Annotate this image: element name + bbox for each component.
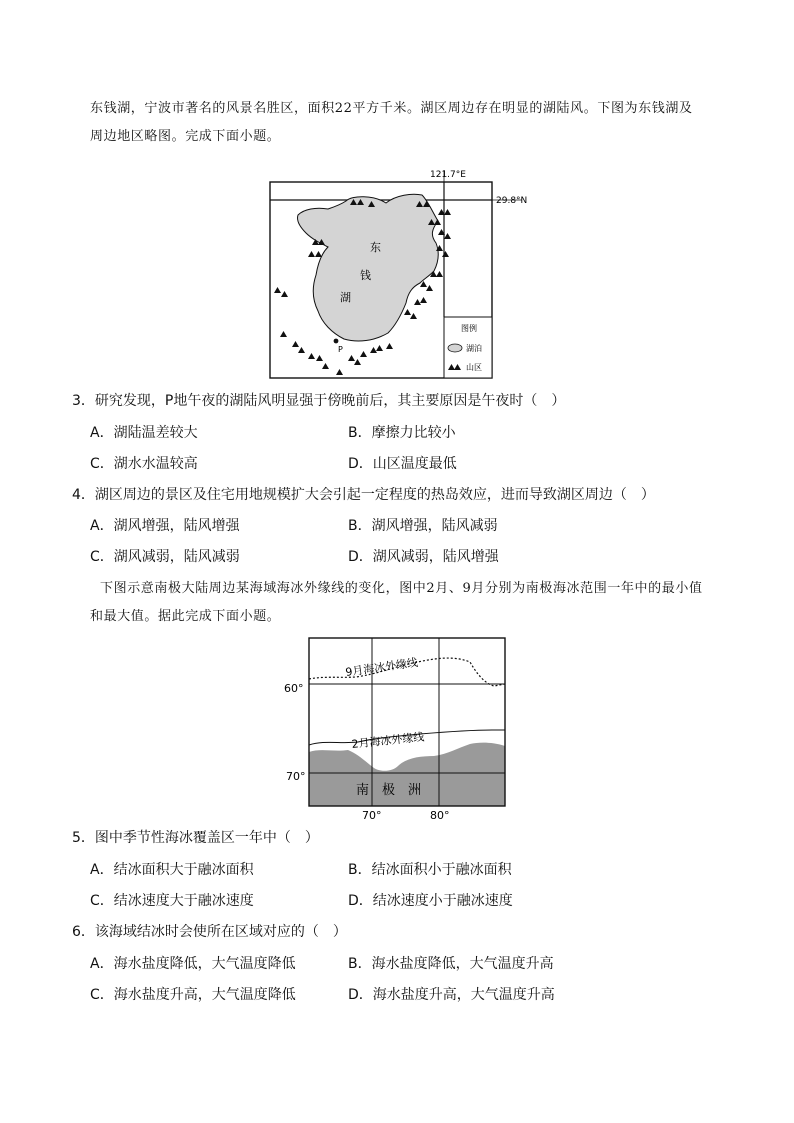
legend-mountain-label: 山区 [466,363,482,372]
q6-option-a: A．海水盐度降低，大气温度降低 [90,956,296,972]
intro2-line1: 下图示意南极大陆周边某海域海冰外缘线的变化，图中2月、9月分别为南极海冰范围一年中的最小值 [100,581,703,596]
lat-label: 29.8°N [496,196,528,206]
q4-option-b: B．湖风增强，陆风减弱 [348,518,498,534]
point-p [334,339,339,344]
intro1-line2: 周边地区略图。完成下面小题。 [90,129,281,144]
lon-70-label: 70° [362,809,382,822]
q4-option-a: A．湖风增强，陆风增强 [90,518,240,534]
q4-option-d: D．湖风减弱，陆风增强 [348,549,499,565]
intro-paragraph-2 [90,578,730,628]
intro-paragraph-1 [90,98,730,148]
lon-80-label: 80° [430,809,450,822]
legend-title: 图例 [461,324,477,333]
feb-edge-label: 2月海冰外缘线 [350,730,425,751]
point-p-label: P [338,345,343,354]
sep-edge-label: 9月海冰外缘线 [344,655,419,679]
antarctic-sea-ice-map [280,632,520,822]
q6-stem: 6．该海域结冰时会使所在区域对应的（ ） [72,924,347,940]
q5-option-b: B．结冰面积小于融冰面积 [348,862,512,878]
continent-label: 南 极 洲 [356,783,422,798]
q6-option-b: B．海水盐度降低，大气温度升高 [348,956,554,972]
lake-char-1: 东 [370,241,381,254]
q5-stem: 5．图中季节性海冰覆盖区一年中（ ） [72,830,319,846]
lake-char-2: 钱 [360,269,371,282]
q4-stem: 4．湖区周边的景区及住宅用地规模扩大会引起一定程度的热岛效应，进而导致湖区周边（ ） [72,487,655,503]
q3-option-a: A．湖陆温差较大 [90,425,198,441]
q3-option-b: B．摩擦力比较小 [348,425,456,441]
q6-option-d: D．海水盐度升高，大气温度升高 [348,987,555,1003]
legend-lake-icon [448,344,462,352]
legend-lake-label: 湖泊 [466,344,482,353]
intro1-line1: 东钱湖，宁波市著名的风景名胜区，面积22平方千米。湖区周边存在明显的湖陆风。下图为东钱湖及 [90,101,693,116]
lat-70-label: 70° [286,770,306,783]
q3-stem: 3．研究发现，P地午夜的湖陆风明显强于傍晚前后，其主要原因是午夜时（ ） [72,393,566,409]
q5-option-c: C．结冰速度大于融冰速度 [90,893,254,909]
lake-char-3: 湖 [340,291,351,304]
lon-label: 121.7°E [430,170,466,180]
intro2-line2: 和最大值。据此完成下面小题。 [90,609,281,624]
q3-option-c: C．湖水水温较高 [90,456,198,472]
q6-option-c: C．海水盐度升高，大气温度降低 [90,987,296,1003]
q4-option-c: C．湖风减弱，陆风减弱 [90,549,240,565]
lat-60-label: 60° [284,682,304,695]
q3-option-d: D．山区温度最低 [348,456,457,472]
dongqian-lake-map [262,165,542,385]
q5-option-a: A．结冰面积大于融冰面积 [90,862,254,878]
q5-option-d: D．结冰速度小于融冰速度 [348,893,513,909]
